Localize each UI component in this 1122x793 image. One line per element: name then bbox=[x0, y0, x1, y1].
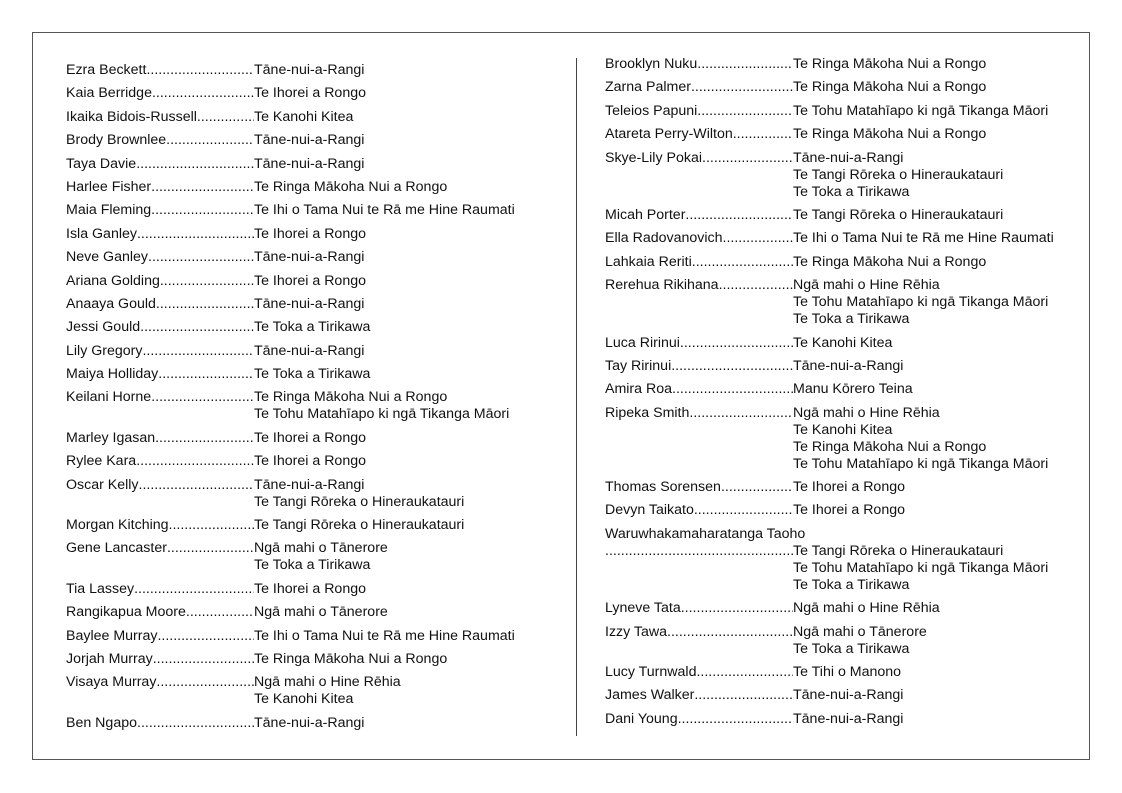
list-item bbox=[605, 79, 1075, 96]
name-leader bbox=[605, 207, 793, 224]
dot-leader bbox=[692, 254, 793, 271]
group-list bbox=[254, 517, 536, 534]
group-name: Te Ihorei a Rongo bbox=[254, 272, 366, 289]
name-leader bbox=[605, 543, 793, 594]
student-name: Jessi Gould bbox=[66, 319, 141, 336]
group-list bbox=[254, 430, 536, 447]
name-leader bbox=[66, 202, 254, 219]
group-list bbox=[793, 56, 1075, 73]
name-leader bbox=[66, 343, 254, 360]
student-name: Tay Ririnui bbox=[605, 357, 672, 374]
group-list bbox=[793, 126, 1075, 143]
group-name: Te Tangi Rōreka o Hineraukatauri bbox=[793, 542, 1004, 559]
group-list bbox=[254, 202, 536, 219]
student-name: Kaia Berridge bbox=[66, 85, 152, 102]
name-leader bbox=[605, 103, 793, 120]
list-item bbox=[605, 358, 1075, 375]
student-name: Ripeka Smith bbox=[605, 404, 690, 421]
group-list bbox=[793, 381, 1075, 398]
list-item bbox=[605, 277, 1075, 328]
group-name: Manu Kōrero Teina bbox=[793, 381, 913, 398]
list-item bbox=[66, 540, 536, 574]
group-name: Ngā mahi o Tānerore bbox=[254, 604, 388, 621]
name-leader bbox=[66, 179, 254, 196]
group-list bbox=[793, 405, 1075, 473]
group-name: Te Toka a Tirikawa bbox=[793, 311, 910, 328]
list-item bbox=[605, 207, 1075, 224]
group-name: Te Ihorei a Rongo bbox=[793, 502, 905, 519]
name-leader bbox=[605, 664, 793, 681]
name-leader bbox=[605, 254, 793, 271]
right-column bbox=[605, 56, 1075, 734]
list-item bbox=[66, 674, 536, 708]
dot-leader bbox=[169, 517, 254, 534]
student-name: Skye-Lily Pokai bbox=[605, 149, 702, 166]
group-list bbox=[254, 296, 536, 313]
dot-leader bbox=[155, 430, 254, 447]
list-item bbox=[605, 711, 1075, 728]
dot-leader bbox=[697, 56, 793, 73]
student-name: Oscar Kelly bbox=[66, 476, 139, 493]
group-list bbox=[254, 319, 536, 336]
dot-leader bbox=[696, 664, 793, 681]
group-name: Te Tangi Rōreka o Hineraukatauri bbox=[254, 493, 465, 510]
student-name: Tia Lassey bbox=[66, 580, 135, 597]
group-list bbox=[793, 711, 1075, 728]
dot-leader bbox=[167, 540, 254, 574]
group-name: Te Ringa Mākoha Nui a Rongo bbox=[254, 389, 448, 406]
list-item bbox=[605, 230, 1075, 247]
student-name: Micah Porter bbox=[605, 206, 686, 223]
dot-leader bbox=[146, 62, 254, 79]
student-name: Taya Davie bbox=[66, 155, 137, 172]
dot-leader bbox=[733, 126, 793, 143]
name-leader bbox=[66, 517, 254, 534]
name-leader bbox=[66, 477, 254, 511]
dot-leader bbox=[156, 296, 254, 313]
list-item bbox=[605, 600, 1075, 617]
student-name: Gene Lancaster bbox=[66, 540, 167, 557]
group-name: Te Tohu Matahīapo ki ngā Tikanga Māori bbox=[793, 294, 1049, 311]
group-name: Ngā mahi o Hine Rēhia bbox=[254, 674, 401, 691]
dot-leader bbox=[694, 687, 793, 704]
list-item bbox=[66, 62, 536, 79]
dot-leader bbox=[151, 389, 254, 423]
dot-leader bbox=[697, 103, 793, 120]
group-name: Te Ihi o Tama Nui te Rā me Hine Raumati bbox=[254, 202, 515, 219]
group-name: Te Tangi Rōreka o Hineraukatauri bbox=[254, 517, 465, 534]
group-list bbox=[254, 715, 536, 732]
list-item bbox=[66, 453, 536, 470]
name-leader bbox=[605, 405, 793, 473]
dot-leader bbox=[134, 581, 254, 598]
dot-leader bbox=[158, 366, 254, 383]
list-item bbox=[66, 179, 536, 196]
group-name: Tāne-nui-a-Rangi bbox=[254, 295, 365, 312]
group-name: Tāne-nui-a-Rangi bbox=[254, 155, 365, 172]
list-item bbox=[605, 687, 1075, 704]
group-name: Te Ringa Mākoha Nui a Rongo bbox=[254, 178, 448, 195]
left-column bbox=[66, 62, 536, 738]
group-name: Tāne-nui-a-Rangi bbox=[254, 132, 365, 149]
student-name: Rylee Kara bbox=[66, 453, 137, 470]
name-leader bbox=[66, 156, 254, 173]
name-leader bbox=[66, 628, 254, 645]
group-name: Te Ringa Mākoha Nui a Rongo bbox=[793, 438, 987, 455]
group-name: Te Tohu Matahīapo ki ngā Tikanga Māori bbox=[793, 455, 1049, 472]
name-leader bbox=[66, 453, 254, 470]
list-item bbox=[605, 664, 1075, 681]
group-list bbox=[793, 664, 1075, 681]
group-list bbox=[254, 540, 536, 574]
student-name: Lily Gregory bbox=[66, 342, 143, 359]
group-list bbox=[254, 343, 536, 360]
group-name: Te Kanohi Kitea bbox=[793, 421, 893, 438]
name-leader bbox=[66, 273, 254, 290]
list-item bbox=[605, 381, 1075, 398]
dot-leader bbox=[678, 711, 793, 728]
name-leader bbox=[605, 150, 793, 201]
name-leader bbox=[66, 651, 254, 668]
list-item bbox=[66, 715, 536, 732]
group-list bbox=[254, 226, 536, 243]
dot-leader bbox=[137, 715, 254, 732]
dot-leader bbox=[152, 85, 254, 102]
name-leader bbox=[605, 479, 793, 496]
name-leader bbox=[605, 711, 793, 728]
group-list bbox=[793, 479, 1075, 496]
dot-leader bbox=[719, 277, 793, 328]
name-leader bbox=[605, 502, 793, 519]
group-name: Tāne-nui-a-Rangi bbox=[793, 710, 904, 727]
group-name: Ngā mahi o Tānerore bbox=[793, 623, 927, 640]
student-name: Maia Fleming bbox=[66, 202, 152, 219]
list-item bbox=[66, 477, 536, 511]
group-name: Te Ihorei a Rongo bbox=[254, 85, 366, 102]
name-leader bbox=[66, 604, 254, 621]
group-name: Te Toka a Tirikawa bbox=[254, 366, 371, 383]
name-leader bbox=[66, 62, 254, 79]
group-name: Te Toka a Tirikawa bbox=[793, 640, 910, 657]
group-list bbox=[254, 273, 536, 290]
name-leader bbox=[66, 319, 254, 336]
dot-leader bbox=[721, 479, 793, 496]
group-name: Te Ihorei a Rongo bbox=[793, 479, 905, 496]
student-name: Ella Radovanovich bbox=[605, 230, 723, 247]
group-name: Te Kanohi Kitea bbox=[254, 108, 354, 125]
group-name: Te Toka a Tirikawa bbox=[254, 319, 371, 336]
list-item bbox=[66, 296, 536, 313]
name-leader bbox=[605, 624, 793, 658]
group-name: Te Ringa Mākoha Nui a Rongo bbox=[793, 126, 987, 143]
student-name: Marley Igasan bbox=[66, 429, 156, 446]
group-list bbox=[254, 85, 536, 102]
list-item bbox=[66, 85, 536, 102]
group-list bbox=[793, 543, 1075, 594]
list-item bbox=[605, 126, 1075, 143]
name-leader bbox=[66, 430, 254, 447]
list-item bbox=[66, 273, 536, 290]
dot-leader bbox=[140, 319, 254, 336]
dot-leader bbox=[605, 543, 793, 594]
name-leader bbox=[66, 132, 254, 149]
list-item bbox=[66, 343, 536, 360]
group-name: Te Tangi Rōreka o Hineraukatauri bbox=[793, 166, 1004, 183]
name-leader bbox=[66, 226, 254, 243]
name-leader bbox=[66, 366, 254, 383]
name-leader bbox=[605, 126, 793, 143]
list-item bbox=[66, 226, 536, 243]
group-list bbox=[254, 651, 536, 668]
group-name: Tāne-nui-a-Rangi bbox=[254, 714, 365, 731]
dot-leader bbox=[723, 230, 793, 247]
dot-leader bbox=[197, 109, 254, 126]
group-name: Te Tohu Matahīapo ki ngā Tikanga Māori bbox=[254, 406, 510, 423]
student-name: Amira Roa bbox=[605, 381, 673, 398]
list-item bbox=[66, 517, 536, 534]
group-list bbox=[254, 109, 536, 126]
group-list bbox=[793, 230, 1075, 247]
group-name: Te Ringa Mākoha Nui a Rongo bbox=[793, 253, 987, 270]
student-name: Ezra Beckett bbox=[66, 62, 147, 78]
group-list bbox=[254, 132, 536, 149]
student-name: Brody Brownlee bbox=[66, 132, 167, 149]
dot-leader bbox=[702, 150, 793, 201]
name-leader bbox=[605, 335, 793, 352]
list-item bbox=[66, 430, 536, 447]
list-item bbox=[605, 502, 1075, 519]
group-name: Te Toka a Tirikawa bbox=[793, 576, 910, 593]
dot-leader bbox=[148, 249, 254, 266]
dot-leader bbox=[685, 207, 793, 224]
list-item bbox=[605, 254, 1075, 271]
student-name: Devyn Taikato bbox=[605, 502, 694, 519]
dot-leader bbox=[160, 273, 254, 290]
name-leader bbox=[66, 296, 254, 313]
group-name: Te Ihorei a Rongo bbox=[254, 453, 366, 470]
student-name: Ikaika Bidois-Russell bbox=[66, 108, 197, 125]
group-name: Te Ihorei a Rongo bbox=[254, 580, 366, 597]
group-name: Ngā mahi o Tānerore bbox=[254, 540, 388, 557]
group-name: Ngā mahi o Hine Rēhia bbox=[793, 277, 940, 294]
group-list bbox=[793, 624, 1075, 658]
dot-leader bbox=[681, 600, 793, 617]
student-name: Visaya Murray bbox=[66, 674, 157, 691]
group-list bbox=[254, 179, 536, 196]
student-name: Neve Ganley bbox=[66, 249, 149, 266]
name-leader bbox=[66, 715, 254, 732]
dot-leader bbox=[136, 453, 254, 470]
group-list bbox=[254, 156, 536, 173]
list-item bbox=[66, 651, 536, 668]
list-item bbox=[605, 526, 1075, 594]
student-name: Keilani Horne bbox=[66, 389, 152, 406]
dot-leader bbox=[691, 79, 793, 96]
group-list bbox=[793, 502, 1075, 519]
list-item bbox=[66, 109, 536, 126]
student-name: Ben Ngapo bbox=[66, 714, 137, 731]
group-list bbox=[793, 103, 1075, 120]
name-leader bbox=[66, 249, 254, 266]
name-leader bbox=[605, 600, 793, 617]
group-list bbox=[254, 389, 536, 423]
group-name: Te Toka a Tirikawa bbox=[254, 557, 371, 574]
name-leader bbox=[66, 581, 254, 598]
list-item bbox=[605, 405, 1075, 473]
group-list bbox=[793, 358, 1075, 375]
group-name: Tāne-nui-a-Rangi bbox=[254, 62, 365, 78]
list-item bbox=[605, 479, 1075, 496]
group-list bbox=[254, 604, 536, 621]
dot-leader bbox=[667, 624, 793, 658]
student-name: Jorjah Murray bbox=[66, 650, 153, 667]
dot-leader bbox=[672, 381, 793, 398]
group-name: Te Kanohi Kitea bbox=[254, 691, 354, 708]
student-name: Rangikapua Moore bbox=[66, 604, 186, 621]
list-item bbox=[66, 389, 536, 423]
name-leader bbox=[66, 389, 254, 423]
student-name: Harlee Fisher bbox=[66, 178, 152, 195]
dot-leader bbox=[694, 502, 793, 519]
group-name: Ngā mahi o Hine Rēhia bbox=[793, 404, 940, 421]
group-name: Tāne-nui-a-Rangi bbox=[793, 149, 904, 166]
name-leader bbox=[605, 230, 793, 247]
list-item bbox=[66, 319, 536, 336]
dot-leader bbox=[186, 604, 254, 621]
dot-leader bbox=[151, 202, 254, 219]
name-leader bbox=[66, 540, 254, 574]
group-name: Te Kanohi Kitea bbox=[793, 334, 893, 351]
list-item bbox=[605, 56, 1075, 73]
group-name: Tāne-nui-a-Rangi bbox=[793, 687, 904, 704]
group-name: Tāne-nui-a-Rangi bbox=[793, 357, 904, 374]
group-name: Tāne-nui-a-Rangi bbox=[254, 249, 365, 266]
group-list bbox=[793, 79, 1075, 96]
group-name: Te Ihi o Tama Nui te Rā me Hine Raumati bbox=[254, 627, 515, 644]
group-list bbox=[793, 335, 1075, 352]
dot-leader bbox=[137, 226, 254, 243]
dot-leader bbox=[671, 358, 793, 375]
dot-leader bbox=[151, 179, 254, 196]
dot-leader bbox=[689, 405, 793, 473]
group-list bbox=[254, 366, 536, 383]
name-leader bbox=[66, 109, 254, 126]
list-item bbox=[66, 249, 536, 266]
student-name: Waruwhakamaharatanga Taoho bbox=[605, 525, 806, 542]
student-name: James Walker bbox=[605, 687, 695, 704]
name-leader bbox=[605, 687, 793, 704]
dot-leader bbox=[156, 674, 254, 708]
name-leader bbox=[605, 79, 793, 96]
list-item bbox=[66, 156, 536, 173]
name-leader bbox=[605, 56, 793, 73]
column-divider bbox=[576, 58, 577, 736]
group-name: Te Tohu Matahīapo ki ngā Tikanga Māori bbox=[793, 102, 1049, 119]
group-name: Te Ringa Mākoha Nui a Rongo bbox=[793, 56, 987, 72]
list-item bbox=[605, 335, 1075, 352]
student-name: Izzy Tawa bbox=[605, 623, 668, 640]
name-leader bbox=[66, 674, 254, 708]
student-name: Anaaya Gould bbox=[66, 295, 156, 312]
list-item bbox=[66, 202, 536, 219]
group-name: Te Ringa Mākoha Nui a Rongo bbox=[254, 650, 448, 667]
group-name: Te Ihorei a Rongo bbox=[254, 429, 366, 446]
student-name: Luca Ririnui bbox=[605, 334, 680, 351]
group-list bbox=[793, 254, 1075, 271]
group-name: Ngā mahi o Hine Rēhia bbox=[793, 600, 940, 617]
dot-leader bbox=[136, 156, 254, 173]
name-leader bbox=[605, 381, 793, 398]
student-name: Ariana Golding bbox=[66, 272, 160, 289]
name-leader bbox=[605, 277, 793, 328]
list-item bbox=[66, 628, 536, 645]
group-list bbox=[254, 674, 536, 708]
group-list bbox=[793, 687, 1075, 704]
dot-leader bbox=[166, 132, 254, 149]
student-name: Brooklyn Nuku bbox=[605, 56, 698, 72]
dot-leader bbox=[153, 651, 254, 668]
student-name: Atareta Perry-Wilton bbox=[605, 126, 733, 143]
student-name: Teleios Papuni bbox=[605, 102, 698, 119]
group-name: Te Ringa Mākoha Nui a Rongo bbox=[793, 79, 987, 96]
student-name: Isla Ganley bbox=[66, 225, 137, 242]
dot-leader bbox=[139, 477, 254, 511]
group-name: Te Toka a Tirikawa bbox=[793, 183, 910, 200]
group-name: Te Tohu Matahīapo ki ngā Tikanga Māori bbox=[793, 559, 1049, 576]
name-leader bbox=[605, 358, 793, 375]
list-item bbox=[66, 366, 536, 383]
list-item bbox=[605, 624, 1075, 658]
student-name: Zarna Palmer bbox=[605, 79, 691, 96]
group-list bbox=[254, 477, 536, 511]
group-list bbox=[793, 207, 1075, 224]
list-item bbox=[605, 150, 1075, 201]
student-name: Lahkaia Reriti bbox=[605, 253, 692, 270]
group-name: Tāne-nui-a-Rangi bbox=[254, 342, 365, 359]
list-item bbox=[605, 103, 1075, 120]
group-name: Te Ihi o Tama Nui te Rā me Hine Raumati bbox=[793, 230, 1054, 247]
student-name: Baylee Murray bbox=[66, 627, 158, 644]
group-name: Tāne-nui-a-Rangi bbox=[254, 476, 365, 493]
group-list bbox=[793, 150, 1075, 201]
group-list bbox=[254, 581, 536, 598]
name-leader bbox=[66, 85, 254, 102]
list-item bbox=[66, 604, 536, 621]
student-name: Morgan Kitching bbox=[66, 517, 169, 534]
student-name: Thomas Sorensen bbox=[605, 479, 721, 496]
dot-leader bbox=[680, 335, 793, 352]
group-list bbox=[254, 62, 536, 79]
group-list bbox=[254, 628, 536, 645]
list-item bbox=[66, 132, 536, 149]
dot-leader bbox=[157, 628, 254, 645]
group-name: Te Tihi o Manono bbox=[793, 664, 902, 681]
group-list bbox=[254, 453, 536, 470]
dot-leader bbox=[142, 343, 254, 360]
student-name: Maiya Holliday bbox=[66, 366, 159, 383]
group-list bbox=[254, 249, 536, 266]
list-item bbox=[66, 581, 536, 598]
student-name: Rerehua Rikihana bbox=[605, 277, 719, 294]
student-name: Lucy Turnwald bbox=[605, 664, 697, 681]
group-name: Te Tangi Rōreka o Hineraukatauri bbox=[793, 206, 1004, 223]
student-name: Dani Young bbox=[605, 710, 678, 727]
group-list bbox=[793, 600, 1075, 617]
student-name: Lyneve Tata bbox=[605, 600, 681, 617]
group-name: Te Ihorei a Rongo bbox=[254, 225, 366, 242]
group-list bbox=[793, 277, 1075, 328]
